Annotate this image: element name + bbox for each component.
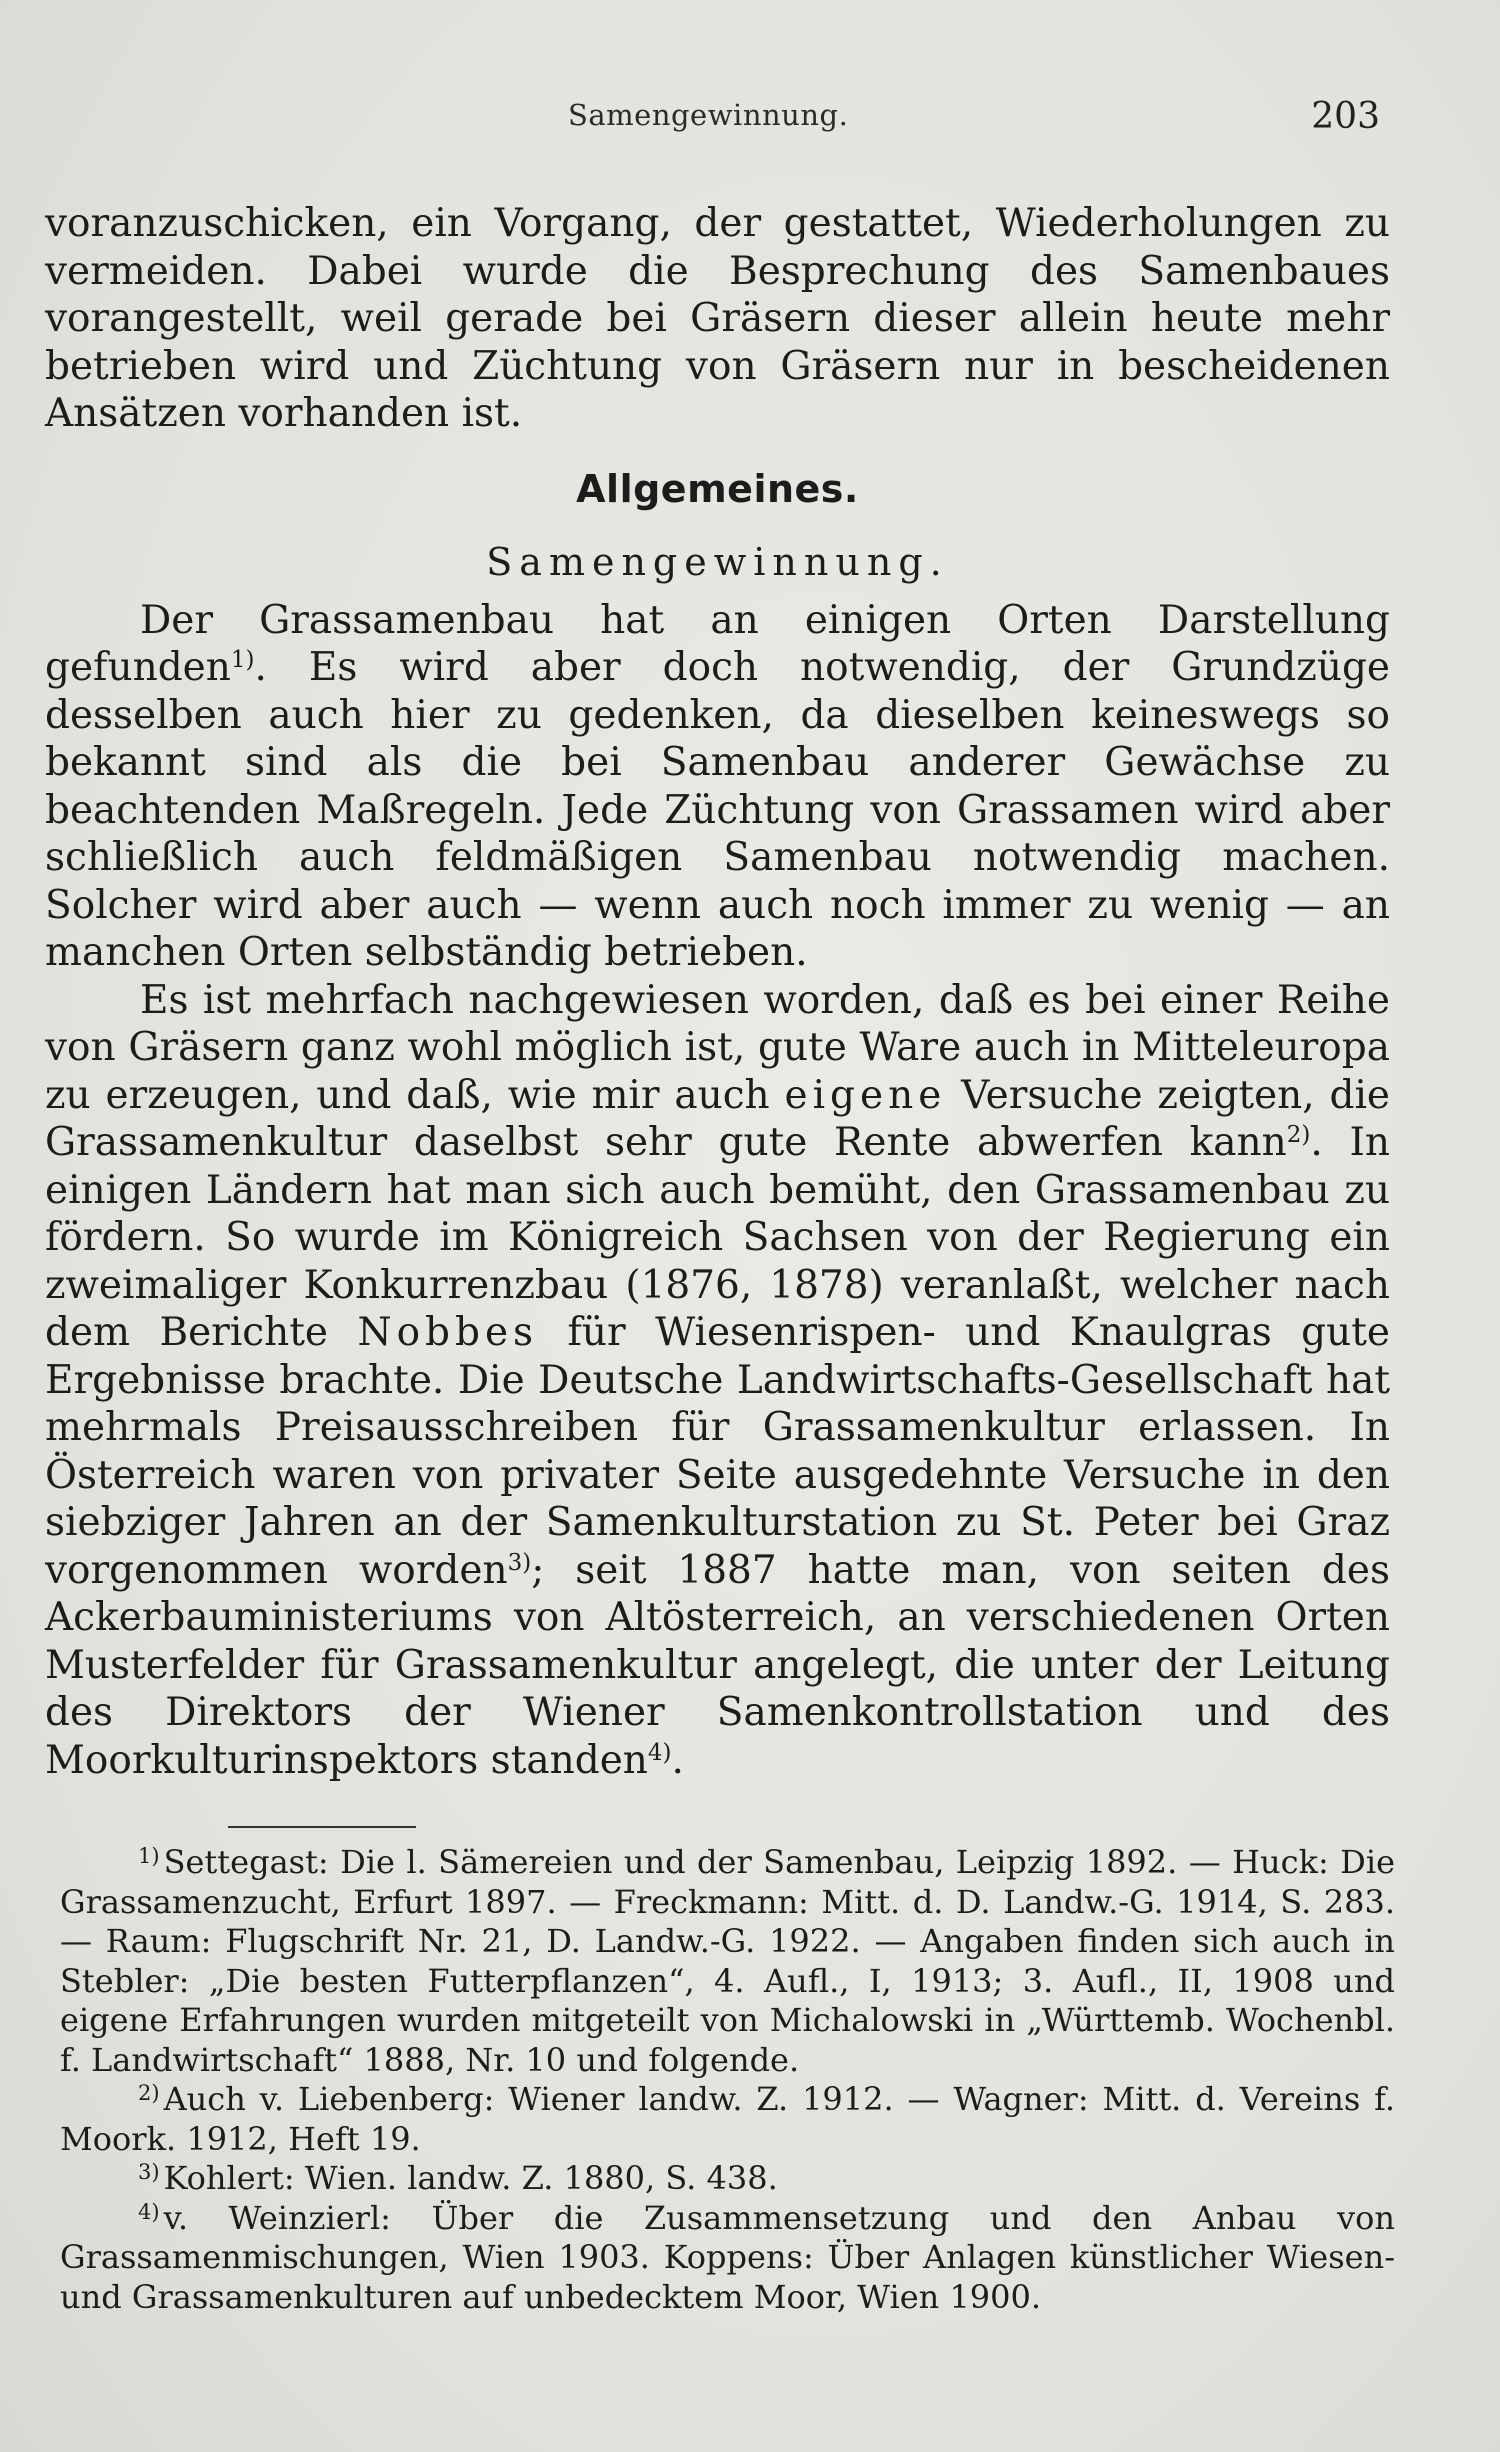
footnote-ref[interactable]: 1)	[230, 647, 255, 673]
footnote-4	[60, 2199, 1395, 2318]
footnote-mark: 1)	[138, 1844, 160, 1868]
footnote-ref[interactable]: 3)	[507, 1549, 532, 1576]
emphasis-spaced: eigene	[784, 1072, 947, 1118]
footnote-text: Kohlert: Wien. landw. Z. 1880, S. 438.	[163, 2159, 778, 2197]
text-run: Versuche zeigten, die Grassamenkultur daselbst sehr gute Rente abwerfen kann	[45, 1072, 1390, 1165]
running-head: Samengewinnung.	[568, 98, 849, 132]
text-run: . In einigen Ländern hat man sich auch bemüht, den Grassamenbau zu fördern. So wurde im Königreich Sachsen von der Regierung ein zweimaliger Konkurrenzbau (1876, 1878) veranlaßt, welcher nach dem Berichte	[45, 1120, 1390, 1355]
footnotes	[60, 1843, 1395, 2317]
section-heading: Allgemeines.	[576, 466, 859, 511]
text-run: . Es wird aber doch notwendig, der Grundzüge desselben auch hier zu gedenken, da dieselben keineswegs so bekannt sind als die bei Samenbau anderer Gewächse zu beachtenden Maßregeln. Jede Züchtung von Grassamen wird aber schließlich auch feldmäßigen Samenbau notwendig machen. Solcher wird aber auch — wenn auch noch immer zu wenig — an manchen Orten selbständig betrieben.	[45, 645, 1390, 975]
footnote-text: v. Weinzierl: Über die Zusammensetzung und den Anbau von Grassamenmischungen, Wien 1903. Koppens: Über Anlagen künstlicher Wiesen- und Grassamenkulturen auf unbedecktem Moor, Wien 1900.	[60, 2198, 1395, 2316]
footnote-mark: 2)	[138, 2081, 160, 2105]
paragraph	[45, 597, 1390, 977]
footnote-ref-number: 4	[647, 1739, 663, 1766]
page-number: 203	[1311, 96, 1380, 137]
footnote-ref-number: 3	[507, 1549, 523, 1576]
footnote-mark: 4)	[138, 2199, 160, 2224]
footnote-ref-number: 2	[1286, 1122, 1302, 1148]
author-name-spaced: Nobbes	[357, 1310, 539, 1355]
footnote-divider	[228, 1826, 416, 1828]
text-run: Der Grassamenbau hat an einigen Orten Darstellung gefunden	[45, 597, 1390, 690]
footnote-ref[interactable]: 2)	[1286, 1122, 1311, 1148]
footnote-ref[interactable]: 4)	[647, 1739, 672, 1766]
paragraph-continuation: voranzuschicken, ein Vorgang, der gestattet, Wiederholungen zu vermeiden. Dabei wurde die Besprechung des Samenbaues vorangestellt, weil gerade bei Gräsern dieser allein heute mehr betrieben wird und Züchtung von Gräsern nur in bescheidenen Ansätzen vorhanden ist.	[45, 201, 1390, 436]
page-header	[0, 98, 1500, 148]
text-run: ; seit 1887 hatte man, von seiten des Ackerbauministeriums von Altösterreich, an verschiedenen Orten Musterfelder für Grassamenkultur angelegt, die unter der Leitung des Direktors der Wiener Samenkontrollstation und des Moorkulturinspektors standen	[45, 1547, 1390, 1783]
footnote-text: Settegast: Die l. Sämereien und der Samenbau, Leipzig 1892. — Huck: Die Grassamenzucht, Erfurt 1897. — Freckmann: Mitt. d. D. Landw.-G. 1914, S. 283. — Raum: Flugschrift Nr. 21, D. Landw.-G. 1922. — Angaben finden sich auch in Stebler: „Die besten Futterpflanzen“, 4. Aufl., I, 1913; 3. Aufl., II, 1908 und eigene Erfahrungen wurden mitgeteilt von Michalowski in „Württemb. Wochenbl. f. Landwirtschaft“ 1888, Nr. 10 und folgende.	[60, 1843, 1395, 2079]
footnote-2	[60, 2080, 1395, 2159]
text-run: Es ist mehrfach nachgewiesen worden, daß es bei einer Reihe von Gräsern ganz wohl möglich ist, gute Ware auch in Mitteleuropa zu erzeugen, und daß, wie mir auch	[45, 977, 1390, 1118]
footnote-text: Auch v. Liebenberg: Wiener landw. Z. 1912. — Wagner: Mitt. d. Vereins f. Moork. 1912, Heft 19.	[60, 2080, 1395, 2158]
footnote-3	[60, 2159, 1395, 2199]
paragraph	[45, 977, 1390, 1785]
text-run: für Wiesenrispen- und Knaulgras gute Ergebnisse brachte. Die Deutsche Landwirtschafts-Gesellschaft hat mehrmals Preisausschreiben für Grassamenkultur erlassen. In Österreich waren von privater Seite ausgedehnte Versuche in den siebziger Jahren an der Samenkulturstation zu St. Peter bei Graz vorgenommen worden	[45, 1310, 1390, 1593]
subsection-heading: Samengewinnung.	[486, 540, 949, 584]
footnote-ref-number: 1	[230, 647, 246, 673]
text-run: .	[671, 1737, 684, 1783]
footnote-1	[60, 1843, 1395, 2080]
footnote-mark: 3)	[138, 2160, 160, 2184]
main-text	[45, 200, 1390, 1784]
